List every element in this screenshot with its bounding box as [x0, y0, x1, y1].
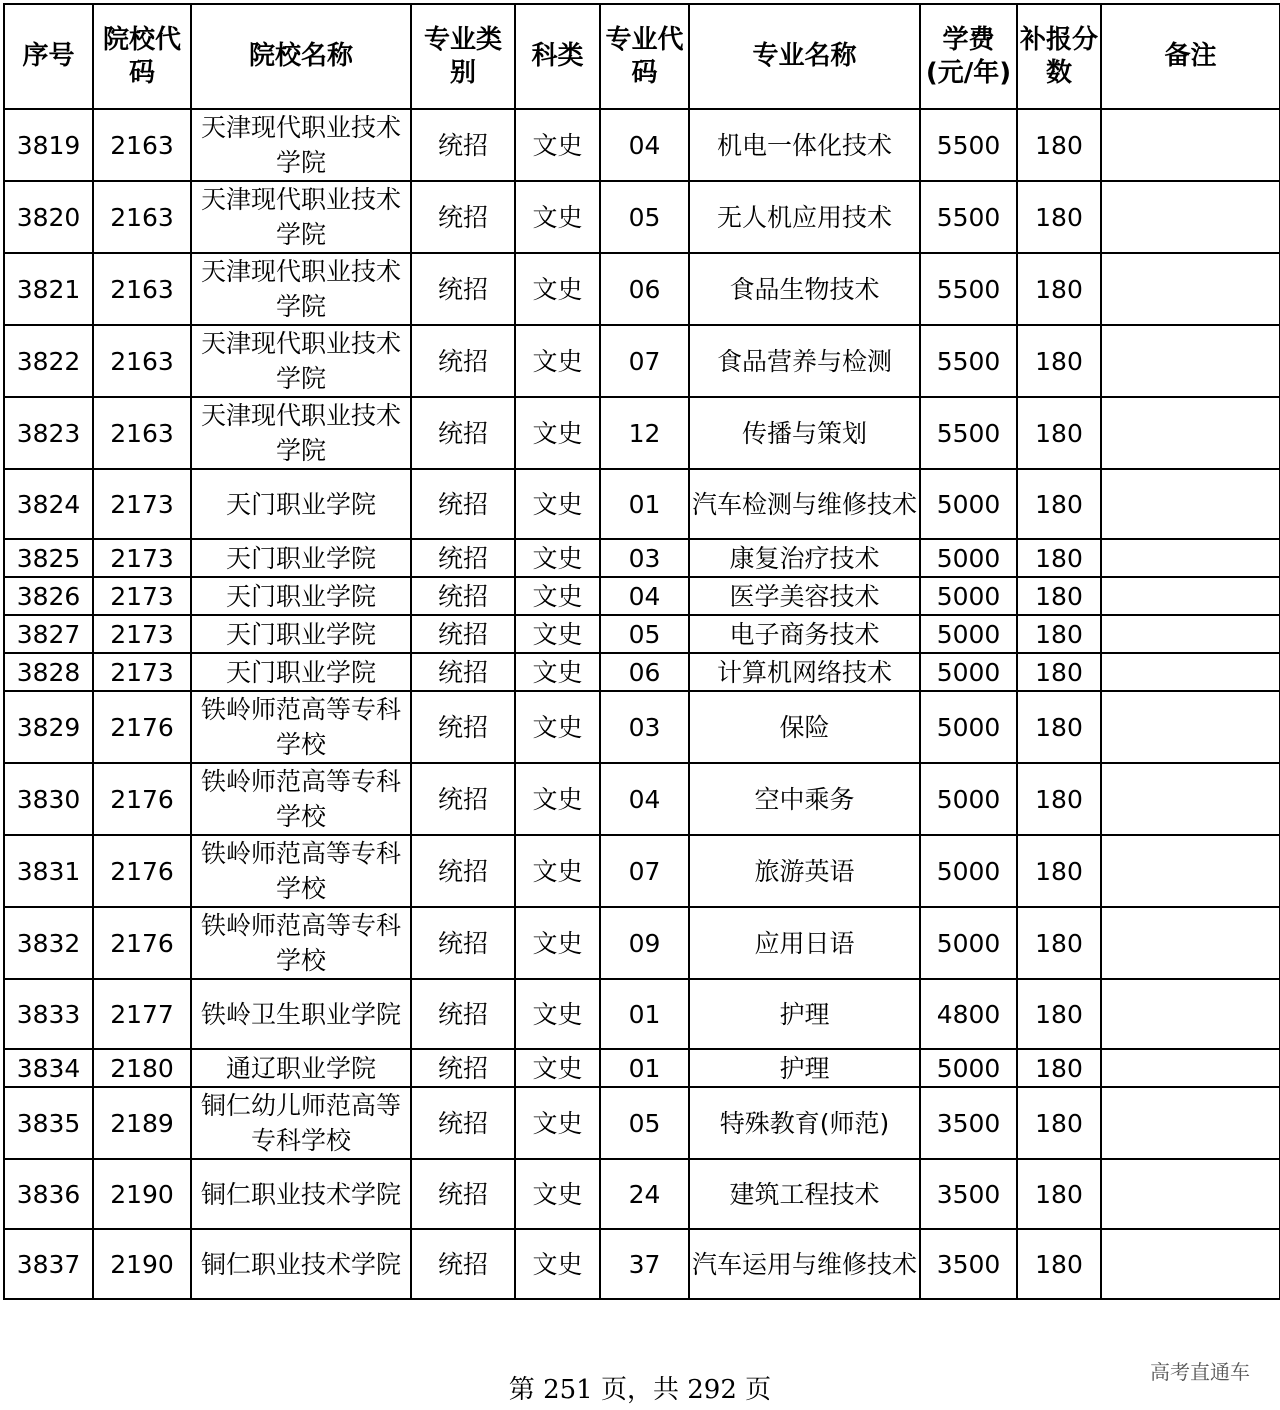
header-major-category: 专业类别 — [411, 4, 515, 109]
cell-school-name: 天门职业学院 — [191, 577, 411, 615]
cell-seq: 3833 — [4, 979, 93, 1049]
cell-seq: 3830 — [4, 763, 93, 835]
cell-school-name: 天门职业学院 — [191, 615, 411, 653]
cell-subject: 文史 — [515, 835, 600, 907]
cell-score: 180 — [1017, 577, 1101, 615]
table-row — [4, 763, 1280, 835]
cell-score: 180 — [1017, 253, 1101, 325]
cell-remarks — [1101, 615, 1280, 653]
table-row — [4, 1229, 1280, 1299]
cell-major-code: 01 — [600, 979, 689, 1049]
cell-remarks — [1101, 907, 1280, 979]
cell-seq: 3819 — [4, 109, 93, 181]
header-row — [4, 4, 1280, 109]
cell-major-category: 统招 — [411, 653, 515, 691]
cell-major-name: 食品营养与检测 — [689, 325, 920, 397]
cell-remarks — [1101, 253, 1280, 325]
cell-major-category: 统招 — [411, 577, 515, 615]
table-row — [4, 653, 1280, 691]
cell-score: 180 — [1017, 835, 1101, 907]
cell-major-name: 食品生物技术 — [689, 253, 920, 325]
cell-tuition: 5000 — [920, 763, 1017, 835]
cell-tuition: 3500 — [920, 1229, 1017, 1299]
table-row — [4, 615, 1280, 653]
cell-seq: 3825 — [4, 539, 93, 577]
cell-tuition: 5500 — [920, 325, 1017, 397]
cell-remarks — [1101, 1229, 1280, 1299]
header-tuition: 学费(元/年) — [920, 4, 1017, 109]
cell-score: 180 — [1017, 691, 1101, 763]
cell-major-category: 统招 — [411, 1229, 515, 1299]
cell-subject: 文史 — [515, 907, 600, 979]
cell-major-name: 护理 — [689, 1049, 920, 1087]
watermark-text: 高考直通车 — [1150, 1360, 1250, 1384]
cell-major-name: 空中乘务 — [689, 763, 920, 835]
table-row — [4, 181, 1280, 253]
cell-major-category: 统招 — [411, 907, 515, 979]
table-row — [4, 1159, 1280, 1229]
cell-major-code: 04 — [600, 763, 689, 835]
cell-school-code: 2180 — [93, 1049, 191, 1087]
footer-prefix: 第 — [508, 1375, 535, 1405]
cell-major-category: 统招 — [411, 253, 515, 325]
table-row — [4, 1087, 1280, 1159]
cell-seq: 3827 — [4, 615, 93, 653]
cell-major-name: 无人机应用技术 — [689, 181, 920, 253]
cell-score: 180 — [1017, 469, 1101, 539]
cell-school-name: 天门职业学院 — [191, 539, 411, 577]
cell-tuition: 5000 — [920, 539, 1017, 577]
table-row — [4, 835, 1280, 907]
cell-tuition: 5500 — [920, 181, 1017, 253]
cell-remarks — [1101, 325, 1280, 397]
cell-major-name: 电子商务技术 — [689, 615, 920, 653]
cell-remarks — [1101, 1159, 1280, 1229]
header-major-code: 专业代码 — [600, 4, 689, 109]
cell-major-category: 统招 — [411, 1087, 515, 1159]
cell-major-code: 06 — [600, 653, 689, 691]
cell-subject: 文史 — [515, 1049, 600, 1087]
cell-school-code: 2163 — [93, 109, 191, 181]
cell-major-code: 09 — [600, 907, 689, 979]
table-row — [4, 325, 1280, 397]
cell-score: 180 — [1017, 615, 1101, 653]
cell-school-name: 铜仁职业技术学院 — [191, 1159, 411, 1229]
cell-tuition: 5000 — [920, 653, 1017, 691]
cell-school-code: 2173 — [93, 653, 191, 691]
cell-remarks — [1101, 653, 1280, 691]
cell-score: 180 — [1017, 109, 1101, 181]
cell-major-category: 统招 — [411, 615, 515, 653]
cell-tuition: 5500 — [920, 109, 1017, 181]
cell-tuition: 5000 — [920, 1049, 1017, 1087]
table-row — [4, 907, 1280, 979]
cell-tuition: 5000 — [920, 615, 1017, 653]
cell-major-name: 特殊教育(师范) — [689, 1087, 920, 1159]
cell-major-code: 05 — [600, 615, 689, 653]
cell-major-name: 旅游英语 — [689, 835, 920, 907]
cell-seq: 3836 — [4, 1159, 93, 1229]
cell-major-name: 应用日语 — [689, 907, 920, 979]
cell-tuition: 3500 — [920, 1159, 1017, 1229]
cell-school-name: 铁岭师范高等专科学校 — [191, 691, 411, 763]
cell-tuition: 5000 — [920, 691, 1017, 763]
cell-school-name: 天门职业学院 — [191, 469, 411, 539]
admission-table — [3, 3, 1280, 1300]
cell-seq: 3822 — [4, 325, 93, 397]
cell-major-category: 统招 — [411, 979, 515, 1049]
cell-subject: 文史 — [515, 325, 600, 397]
cell-school-code: 2173 — [93, 539, 191, 577]
cell-tuition: 5500 — [920, 397, 1017, 469]
cell-major-category: 统招 — [411, 691, 515, 763]
table-row — [4, 469, 1280, 539]
cell-tuition: 5000 — [920, 577, 1017, 615]
cell-score: 180 — [1017, 1087, 1101, 1159]
cell-seq: 3826 — [4, 577, 93, 615]
cell-school-name: 铜仁幼儿师范高等专科学校 — [191, 1087, 411, 1159]
cell-school-name: 铁岭师范高等专科学校 — [191, 763, 411, 835]
footer-page-number: 251 — [543, 1375, 593, 1405]
cell-school-code: 2176 — [93, 835, 191, 907]
cell-remarks — [1101, 979, 1280, 1049]
cell-major-name: 计算机网络技术 — [689, 653, 920, 691]
cell-remarks — [1101, 763, 1280, 835]
cell-seq: 3831 — [4, 835, 93, 907]
cell-school-code: 2189 — [93, 1087, 191, 1159]
cell-score: 180 — [1017, 653, 1101, 691]
cell-school-name: 天津现代职业技术学院 — [191, 397, 411, 469]
cell-seq: 3834 — [4, 1049, 93, 1087]
cell-score: 180 — [1017, 907, 1101, 979]
table-body — [4, 109, 1280, 1299]
cell-subject: 文史 — [515, 979, 600, 1049]
cell-school-code: 2173 — [93, 469, 191, 539]
cell-school-code: 2163 — [93, 181, 191, 253]
cell-remarks — [1101, 397, 1280, 469]
cell-major-code: 01 — [600, 1049, 689, 1087]
cell-major-code: 05 — [600, 1087, 689, 1159]
cell-remarks — [1101, 691, 1280, 763]
cell-seq: 3821 — [4, 253, 93, 325]
cell-school-name: 通辽职业学院 — [191, 1049, 411, 1087]
cell-major-name: 建筑工程技术 — [689, 1159, 920, 1229]
table-row — [4, 577, 1280, 615]
cell-remarks — [1101, 1087, 1280, 1159]
cell-school-name: 天津现代职业技术学院 — [191, 325, 411, 397]
cell-score: 180 — [1017, 1229, 1101, 1299]
cell-tuition: 5000 — [920, 835, 1017, 907]
cell-major-code: 03 — [600, 539, 689, 577]
cell-school-code: 2173 — [93, 577, 191, 615]
cell-subject: 文史 — [515, 1229, 600, 1299]
cell-score: 180 — [1017, 397, 1101, 469]
table-row — [4, 109, 1280, 181]
cell-major-category: 统招 — [411, 1159, 515, 1229]
footer-suffix: 页 — [745, 1375, 772, 1405]
cell-school-name: 天津现代职业技术学院 — [191, 109, 411, 181]
cell-major-code: 04 — [600, 577, 689, 615]
cell-major-name: 传播与策划 — [689, 397, 920, 469]
cell-school-code: 2190 — [93, 1229, 191, 1299]
cell-school-code: 2177 — [93, 979, 191, 1049]
cell-major-category: 统招 — [411, 325, 515, 397]
cell-subject: 文史 — [515, 469, 600, 539]
cell-seq: 3829 — [4, 691, 93, 763]
cell-score: 180 — [1017, 539, 1101, 577]
cell-school-name: 铁岭师范高等专科学校 — [191, 907, 411, 979]
cell-school-code: 2190 — [93, 1159, 191, 1229]
cell-score: 180 — [1017, 979, 1101, 1049]
footer-middle: 页，共 — [600, 1375, 679, 1405]
footer-total-pages: 292 — [687, 1375, 737, 1405]
cell-major-category: 统招 — [411, 539, 515, 577]
cell-subject: 文史 — [515, 653, 600, 691]
cell-seq: 3823 — [4, 397, 93, 469]
cell-major-code: 07 — [600, 325, 689, 397]
cell-tuition: 3500 — [920, 1087, 1017, 1159]
cell-major-code: 06 — [600, 253, 689, 325]
cell-school-code: 2176 — [93, 907, 191, 979]
cell-subject: 文史 — [515, 397, 600, 469]
cell-major-category: 统招 — [411, 763, 515, 835]
cell-remarks — [1101, 181, 1280, 253]
cell-remarks — [1101, 1049, 1280, 1087]
cell-major-code: 04 — [600, 109, 689, 181]
table-row — [4, 691, 1280, 763]
table-row — [4, 253, 1280, 325]
cell-major-category: 统招 — [411, 397, 515, 469]
cell-major-code: 05 — [600, 181, 689, 253]
cell-major-name: 汽车检测与维修技术 — [689, 469, 920, 539]
cell-tuition: 4800 — [920, 979, 1017, 1049]
cell-tuition: 5500 — [920, 253, 1017, 325]
header-major-name: 专业名称 — [689, 4, 920, 109]
cell-subject: 文史 — [515, 181, 600, 253]
cell-major-name: 机电一体化技术 — [689, 109, 920, 181]
cell-score: 180 — [1017, 181, 1101, 253]
cell-seq: 3837 — [4, 1229, 93, 1299]
cell-score: 180 — [1017, 1049, 1101, 1087]
cell-score: 180 — [1017, 325, 1101, 397]
cell-major-name: 保险 — [689, 691, 920, 763]
cell-major-name: 康复治疗技术 — [689, 539, 920, 577]
cell-subject: 文史 — [515, 691, 600, 763]
cell-subject: 文史 — [515, 253, 600, 325]
cell-school-name: 铜仁职业技术学院 — [191, 1229, 411, 1299]
cell-subject: 文史 — [515, 1159, 600, 1229]
cell-subject: 文史 — [515, 1087, 600, 1159]
cell-school-code: 2176 — [93, 691, 191, 763]
cell-major-name: 医学美容技术 — [689, 577, 920, 615]
page-footer — [0, 1370, 1280, 1410]
header-score: 补报分数 — [1017, 4, 1101, 109]
cell-major-code: 07 — [600, 835, 689, 907]
cell-subject: 文史 — [515, 577, 600, 615]
cell-major-code: 12 — [600, 397, 689, 469]
cell-seq: 3828 — [4, 653, 93, 691]
cell-school-name: 铁岭师范高等专科学校 — [191, 835, 411, 907]
cell-school-code: 2163 — [93, 397, 191, 469]
cell-remarks — [1101, 835, 1280, 907]
cell-major-category: 统招 — [411, 469, 515, 539]
cell-subject: 文史 — [515, 615, 600, 653]
cell-major-category: 统招 — [411, 181, 515, 253]
cell-score: 180 — [1017, 1159, 1101, 1229]
cell-subject: 文史 — [515, 763, 600, 835]
cell-score: 180 — [1017, 763, 1101, 835]
cell-major-code: 01 — [600, 469, 689, 539]
cell-major-name: 汽车运用与维修技术 — [689, 1229, 920, 1299]
cell-subject: 文史 — [515, 109, 600, 181]
cell-remarks — [1101, 109, 1280, 181]
cell-tuition: 5000 — [920, 469, 1017, 539]
table-row — [4, 539, 1280, 577]
cell-school-code: 2163 — [93, 325, 191, 397]
cell-school-code: 2176 — [93, 763, 191, 835]
cell-school-code: 2163 — [93, 253, 191, 325]
header-school-name: 院校名称 — [191, 4, 411, 109]
cell-subject: 文史 — [515, 539, 600, 577]
table-row — [4, 979, 1280, 1049]
cell-major-category: 统招 — [411, 109, 515, 181]
header-subject: 科类 — [515, 4, 600, 109]
cell-school-name: 天津现代职业技术学院 — [191, 253, 411, 325]
cell-major-name: 护理 — [689, 979, 920, 1049]
cell-major-code: 37 — [600, 1229, 689, 1299]
cell-major-code: 03 — [600, 691, 689, 763]
cell-school-name: 天门职业学院 — [191, 653, 411, 691]
cell-seq: 3820 — [4, 181, 93, 253]
header-school-code: 院校代码 — [93, 4, 191, 109]
cell-major-category: 统招 — [411, 835, 515, 907]
header-seq: 序号 — [4, 4, 93, 109]
table-row — [4, 1049, 1280, 1087]
cell-seq: 3832 — [4, 907, 93, 979]
cell-seq: 3835 — [4, 1087, 93, 1159]
table-row — [4, 397, 1280, 469]
cell-school-name: 天津现代职业技术学院 — [191, 181, 411, 253]
cell-remarks — [1101, 539, 1280, 577]
cell-school-name: 铁岭卫生职业学院 — [191, 979, 411, 1049]
cell-remarks — [1101, 577, 1280, 615]
cell-seq: 3824 — [4, 469, 93, 539]
cell-remarks — [1101, 469, 1280, 539]
cell-major-code: 24 — [600, 1159, 689, 1229]
header-remarks: 备注 — [1101, 4, 1280, 109]
cell-school-code: 2173 — [93, 615, 191, 653]
cell-major-category: 统招 — [411, 1049, 515, 1087]
cell-tuition: 5000 — [920, 907, 1017, 979]
